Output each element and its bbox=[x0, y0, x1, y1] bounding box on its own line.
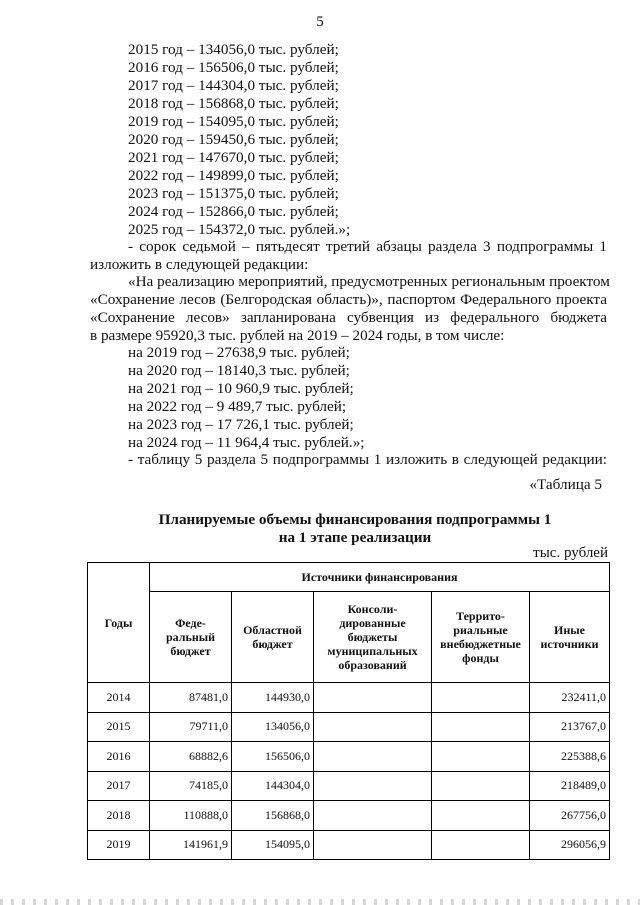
cell-consolidated bbox=[314, 712, 432, 742]
year-line: 2017 год – 144304,0 тыс. рублей; bbox=[128, 77, 339, 94]
table-row bbox=[88, 771, 610, 801]
subsidy-line: на 2023 год – 17 726,1 тыс. рублей; bbox=[128, 416, 354, 433]
cell-consolidated bbox=[314, 830, 432, 860]
year-line: 2024 год – 152866,0 тыс. рублей; bbox=[128, 203, 339, 220]
year-line: 2019 год – 154095,0 тыс. рублей; bbox=[128, 113, 339, 130]
cell-consolidated bbox=[314, 683, 432, 713]
header-consolidated-budgets: Консоли- дированные бюджеты муниципальных образований bbox=[314, 592, 432, 683]
financing-table bbox=[87, 562, 610, 860]
header-regional-budget: Областной бюджет bbox=[232, 592, 314, 683]
paragraph-line: «Сохранение лесов (Белгородская область)», паспортом Федерального проекта bbox=[90, 291, 607, 308]
table-title-line: на 1 этапе реализации bbox=[278, 529, 432, 546]
table-caption: «Таблица 5 bbox=[529, 476, 602, 493]
year-line: 2018 год – 156868,0 тыс. рублей; bbox=[128, 95, 339, 112]
cell-federal: 87481,0 bbox=[150, 683, 232, 713]
cell-year: 2016 bbox=[88, 742, 150, 772]
cell-federal: 74185,0 bbox=[150, 771, 232, 801]
cell-other: 267756,0 bbox=[530, 801, 610, 831]
table-row bbox=[88, 712, 610, 742]
year-line: 2015 год – 134056,0 тыс. рублей; bbox=[128, 41, 339, 58]
subsidy-line: на 2019 год – 27638,9 тыс. рублей; bbox=[128, 344, 350, 361]
paragraph-line: изложить в следующей редакции: bbox=[90, 256, 309, 273]
page-bottom-edge bbox=[0, 899, 640, 905]
cell-year: 2018 bbox=[88, 801, 150, 831]
subsidy-line: на 2022 год – 9 489,7 тыс. рублей; bbox=[128, 398, 347, 415]
cell-other: 296056,9 bbox=[530, 830, 610, 860]
cell-regional: 156506,0 bbox=[232, 742, 314, 772]
cell-other: 232411,0 bbox=[530, 683, 610, 713]
cell-federal: 141961,9 bbox=[150, 830, 232, 860]
paragraph-line: «На реализацию мероприятий, предусмотренных региональным проектом bbox=[128, 273, 610, 290]
year-line: 2022 год – 149899,0 тыс. рублей; bbox=[128, 167, 339, 184]
paragraph-line: в размере 95920,3 тыс. рублей на 2019 – 2024 годы, в том числе: bbox=[90, 327, 505, 344]
year-line: 2021 год – 147670,0 тыс. рублей; bbox=[128, 149, 339, 166]
paragraph-line: - таблицу 5 раздела 5 подпрограммы 1 изложить в следующей редакции: bbox=[128, 451, 607, 468]
units-label: тыс. рублей bbox=[533, 545, 608, 561]
cell-regional: 156868,0 bbox=[232, 801, 314, 831]
table-title bbox=[90, 511, 620, 547]
cell-territorial bbox=[432, 683, 530, 713]
subsidy-line: на 2020 год – 18140,3 тыс. рублей; bbox=[128, 362, 350, 379]
table-header-row bbox=[88, 563, 610, 592]
cell-federal: 79711,0 bbox=[150, 712, 232, 742]
cell-regional: 154095,0 bbox=[232, 830, 314, 860]
cell-other: 225388,6 bbox=[530, 742, 610, 772]
cell-territorial bbox=[432, 771, 530, 801]
cell-year: 2017 bbox=[88, 771, 150, 801]
table-header-row bbox=[88, 592, 610, 683]
cell-consolidated bbox=[314, 771, 432, 801]
year-line: 2023 год – 151375,0 тыс. рублей; bbox=[128, 185, 339, 202]
subsidy-line: на 2021 год – 10 960,9 тыс. рублей; bbox=[128, 380, 354, 397]
header-territorial-funds: Террито- риальные внебюджетные фонды bbox=[432, 592, 530, 683]
cell-territorial bbox=[432, 830, 530, 860]
subsidy-line: на 2024 год – 11 964,4 тыс. рублей.»; bbox=[128, 434, 365, 451]
cell-regional: 144930,0 bbox=[232, 683, 314, 713]
paragraph-line: - сорок седьмой – пятьдесят третий абзацы раздела 3 подпрограммы 1 bbox=[128, 238, 607, 255]
table-row bbox=[88, 742, 610, 772]
cell-other: 218489,0 bbox=[530, 771, 610, 801]
cell-territorial bbox=[432, 712, 530, 742]
cell-year: 2015 bbox=[88, 712, 150, 742]
year-line: 2016 год – 156506,0 тыс. рублей; bbox=[128, 59, 339, 76]
header-years: Годы bbox=[88, 563, 150, 683]
table-title-line: Планируемые объемы финансирования подпрограммы 1 bbox=[158, 511, 552, 528]
cell-consolidated bbox=[314, 801, 432, 831]
cell-year: 2014 bbox=[88, 683, 150, 713]
table-row bbox=[88, 830, 610, 860]
cell-regional: 134056,0 bbox=[232, 712, 314, 742]
page-number: 5 bbox=[316, 14, 324, 30]
cell-federal: 68882,6 bbox=[150, 742, 232, 772]
cell-territorial bbox=[432, 801, 530, 831]
cell-year: 2019 bbox=[88, 830, 150, 860]
cell-regional: 144304,0 bbox=[232, 771, 314, 801]
table-row bbox=[88, 683, 610, 713]
header-sources-group: Источники финансирования bbox=[150, 563, 610, 592]
table-row bbox=[88, 801, 610, 831]
cell-territorial bbox=[432, 742, 530, 772]
year-line: 2020 год – 159450,6 тыс. рублей; bbox=[128, 131, 339, 148]
paragraph-line: «Сохранение лесов» запланирована субвенция из федерального бюджета bbox=[90, 309, 607, 326]
header-federal-budget: Феде- ральный бюджет bbox=[150, 592, 232, 683]
header-other-sources: Иные источники bbox=[530, 592, 610, 683]
cell-federal: 110888,0 bbox=[150, 801, 232, 831]
year-line: 2025 год – 154372,0 тыс. рублей.»; bbox=[128, 221, 351, 238]
cell-consolidated bbox=[314, 742, 432, 772]
cell-other: 213767,0 bbox=[530, 712, 610, 742]
